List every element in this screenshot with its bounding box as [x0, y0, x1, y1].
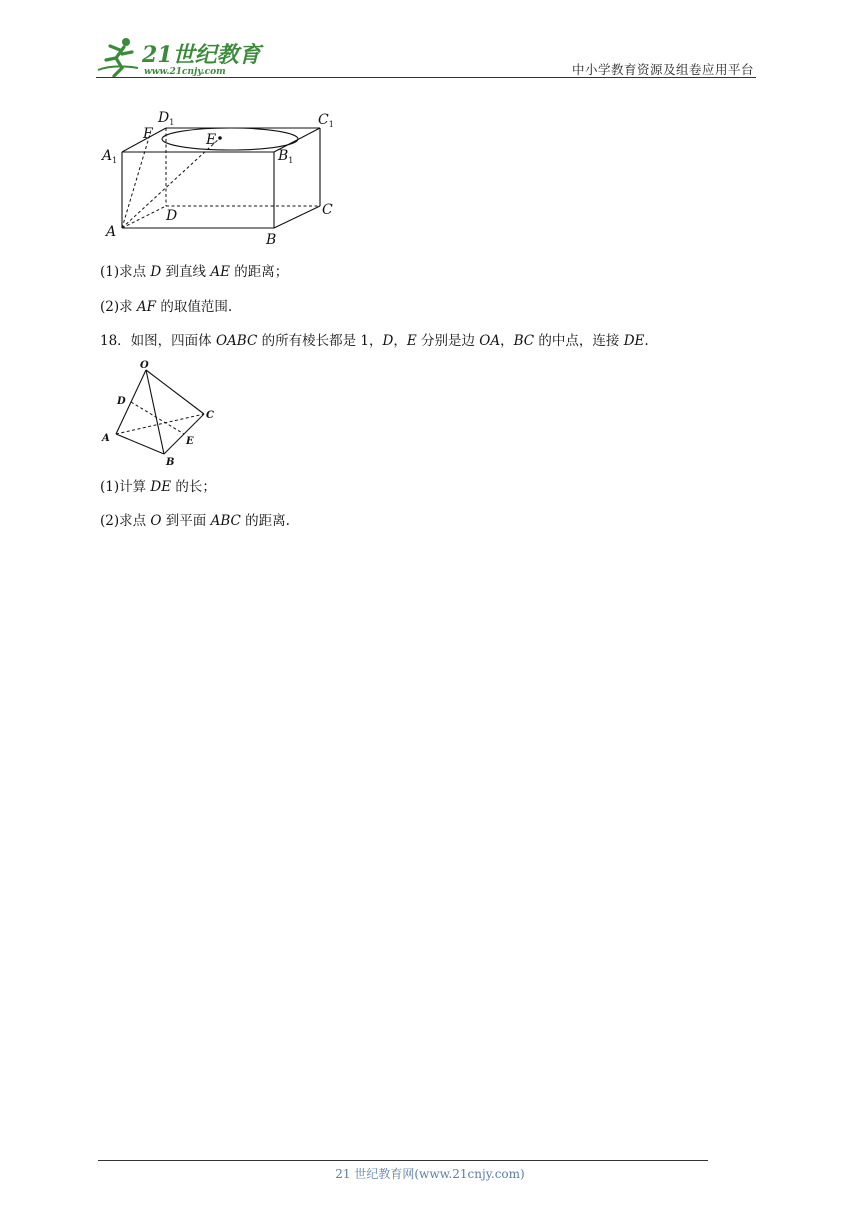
label-o: O [140, 360, 149, 371]
figure-tetrahedron [100, 356, 222, 468]
label-b: B [166, 457, 175, 468]
label-b: B [266, 232, 277, 248]
edge-ab [116, 434, 164, 454]
label-f: F [143, 126, 153, 142]
label-a1: $A_1$ [102, 148, 118, 165]
question-17-part-1: (1)求点 D 到直线 AE 的距离； [100, 264, 289, 280]
point-e [218, 136, 222, 140]
label-d: D [117, 396, 126, 407]
label-a: A [106, 224, 117, 240]
question-18-part-2: (2)求点 O 到平面 ABC 的距离. [100, 513, 290, 529]
edge-ob [146, 370, 164, 454]
label-c: C [322, 202, 333, 218]
runner-icon [98, 38, 138, 76]
label-c: C [206, 410, 214, 421]
logo-title: 21世纪教育 [142, 42, 261, 68]
header-divider [96, 77, 756, 78]
question-18-stem: 18．如图，四面体 OABC 的所有棱长都是 1，D，E 分别是边 OA，BC 的中点，连接 DE. [100, 333, 649, 349]
edge-ac-hidden [116, 414, 204, 434]
question-17-part-2: (2)求 AF 的取值范围. [100, 299, 233, 315]
edge-bc [274, 206, 320, 228]
label-d: D [166, 208, 178, 224]
segment-af [122, 134, 150, 228]
site-logo [94, 34, 264, 78]
footer-link[interactable]: 21 世纪教育网(www.21cnjy.com) [335, 1167, 525, 1181]
top-circle [162, 128, 298, 150]
footer-divider [98, 1160, 708, 1161]
label-e: E [206, 132, 217, 148]
label-c1: $C_1$ [318, 112, 334, 129]
label-a: A [102, 433, 110, 444]
edge-oc [146, 370, 204, 414]
question-18-part-1: (1)计算 DE 的长； [100, 479, 216, 495]
figure-cuboid [100, 104, 340, 250]
logo-url: www.21cnjy.com [144, 67, 226, 77]
header-platform-text: 中小学教育资源及组卷应用平台 [571, 62, 754, 77]
label-d1: $D_1$ [158, 110, 175, 127]
label-b1: $B_1$ [278, 148, 294, 165]
edge-ad-hidden [122, 206, 166, 228]
label-e: E [186, 436, 194, 447]
